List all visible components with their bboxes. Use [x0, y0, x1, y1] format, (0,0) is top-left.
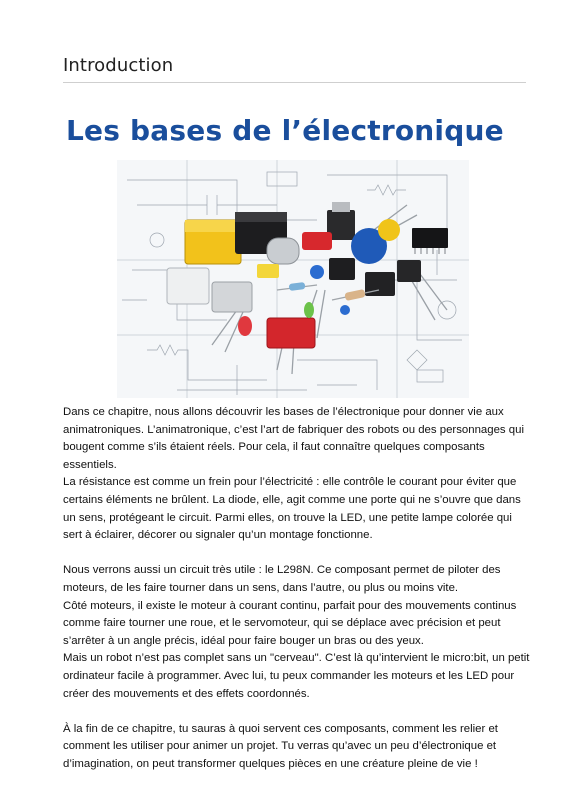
paragraph: Mais un robot n’est pas complet sans un "cerveau". C’est là qu’intervient le micro:bit, un petit ordinateur facile à programmer. Avec lui, tu peux commander les moteurs et les LED pour créer des mouvements et des effets coordonnés.: [63, 652, 530, 700]
paragraph: Nous verrons aussi un circuit très utile : le L298N. Ce composant permet de piloter des moteurs, de les faire tourner dans un sens, dans l’autre, ou plus ou moins vite.: [63, 564, 501, 594]
paragraph: Dans ce chapitre, nous allons découvrir les bases de l’électronique pour donner vie aux animatroniques. L’animatronique, c’est l’art de fabriquer des robots ou des personnages qui bougent comme s’ils étaient réels. Pour cela, il faut connaître quelques composants essentiels.: [63, 406, 524, 471]
page-title: Les bases de l’électronique: [66, 114, 504, 147]
electronics-components-image: [117, 160, 469, 398]
chapter-introduction-text: [63, 404, 533, 773]
section-heading: Introduction: [63, 55, 174, 76]
paragraph: Côté moteurs, il existe le moteur à courant continu, parfait pour des mouvements continus comme faire tourner une roue, et le servomoteur, qui se déplace avec précision et peut s’arrêter à un angle précis, idéal pour faire bouger un bras ou des yeux.: [63, 599, 517, 647]
heading-divider: [63, 82, 526, 83]
paragraph: À la fin de ce chapitre, tu sauras à quoi servent ces composants, comment les relier et comment les utiliser pour animer un projet. Tu verras qu’avec un peu d’électronique et d’imagination, on peut transformer quelques pièces en une créature pleine de vie !: [63, 722, 498, 770]
paragraph: La résistance est comme un frein pour l’électricité : elle contrôle le courant pour éviter que certains éléments ne brûlent. La diode, elle, agit comme une porte qui ne s’ouvre que dans un sens, protégeant le circuit. Parmi elles, on trouve la LED, une petite lampe colorée qui sert à éclairer, décorer ou signaler qu’un montage fonctionne.: [63, 476, 521, 542]
